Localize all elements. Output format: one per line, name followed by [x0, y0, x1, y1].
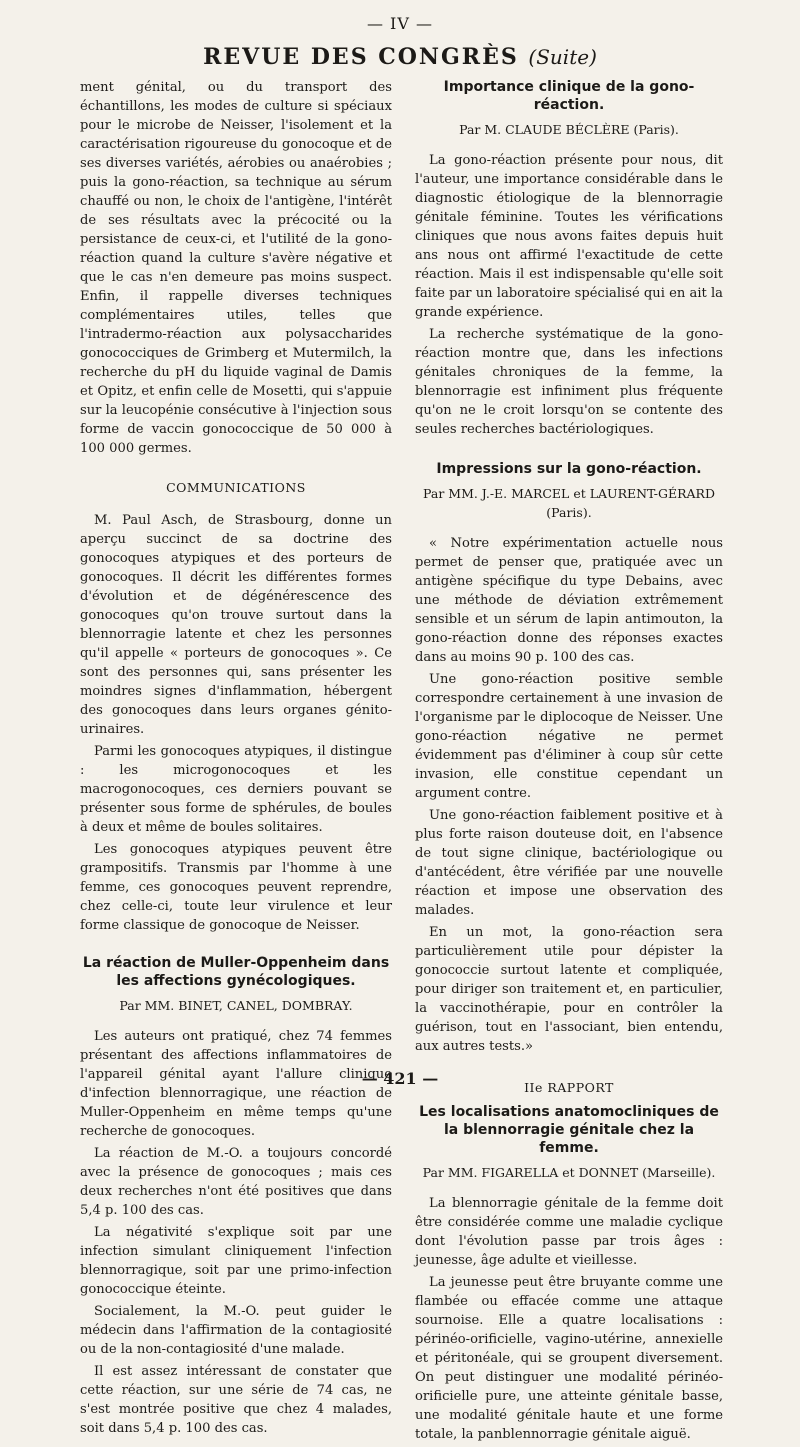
asch-paragraph: Les gonocoques atypiques peuvent être grampositifs. Transmis par l'homme à une femme, ces gonocoques peuvent reprendre, chez celle-ci, toute leur virulence et leur forme classique de gonocoque de Neisser.: [80, 842, 392, 933]
importance-paragraph: La gono-réaction présente pour nous, dit l'auteur, une importance considérable dans le diagnostic étiologique de la blennorragie génitale féminine. Toutes les vérifications cliniques que nous avons faites depuis huit ans nous ont affirmé l'exactitude de cette réaction. Mais il est indispensable qu'elle soit faite par un laboratoire spécialisé qui en ait la grande expérience.: [415, 153, 723, 320]
rapport-byline: Par MM. FIGARELLA et DONNET (Marseille).: [422, 1165, 716, 1180]
running-title: [0, 44, 800, 70]
impressions-paragraph: En un mot, la gono-réaction sera particulièrement utile pour dépister la gonococcie surtout latente et compliquée, pour diriger son traitement et, en particulier, la vaccinothérapie, pour en contrôler la guérison, tout en l'associant, bien entendu, aux autres tests.»: [415, 925, 723, 1054]
muller-paragraph: La négativité s'explique soit par une infection simulant cliniquement l'infection blennorragique, soit par une primo-infection gonococcique éteinte.: [80, 1225, 392, 1297]
muller-paragraph: Socialement, la M.-O. peut guider le médecin dans l'affirmation de la contagiosité ou de la non-contagiosité d'une malade.: [80, 1304, 392, 1357]
impressions-article-title: Impressions sur la gono-réaction.: [436, 461, 702, 477]
intro-paragraph: ment génital, ou du transport des échantillons, les modes de culture si spéciaux pour le microbe de Neisser, l'isolement et la caractérisation rigoureuse du gonocoque et de ses diverses variétés, aérobies ou anaérobies ; puis la gono-réaction, sa technique au sérum chauffé ou non, le choix de l'antigène, l'intérêt de ses résultats avec la précocité ou la persistance de ceux-ci, et l'utilité de la gono-réaction quand la culture s'avère négative et que le cas n'en demeure pas moins suspect. Enfin, il rappelle diverses techniques complémentaires utiles, telles que l'intradermo-réaction aux polysaccharides gonococciques de Grimberg et Mutermilch, la recherche du pH du liquide vaginal de Damis et Opitz, et enfin celle de Mosetti, qui s'appuie sur la leucopénie consécutive à l'injection sous forme de vaccin gonococcique de 50 000 à 100 000 germes.: [80, 80, 392, 456]
rapport-paragraph: La jeunesse peut être bruyante comme une flambée ou effacée comme une attaque sournoise. Elle a quatre localisations : périnéo-orificielle, vagino-utérine, annexielle et péritonéale, qui se groupent diversement. On peut distinguer une modalité périnéo-orificielle pure, une atteinte génitale basse, une modalité génitale haute et une forme totale, la panblennorragie génitale aiguë.: [415, 1275, 723, 1442]
importance-byline: Par M. CLAUDE BÉCLÈRE (Paris).: [459, 122, 679, 137]
asch-paragraph: Parmi les gonocoques atypiques, il distingue : les microgonocoques et les macrogonocoques, ces derniers pouvant se présenter sous forme de sphérules, de boules à deux et même de boules solitaires.: [80, 744, 392, 835]
muller-paragraph: La réaction de M.-O. a toujours concordé avec la présence de gonocoques ; mais ces deux recherches n'ont été positives que dans 5,4 p. 100 des cas.: [80, 1146, 392, 1218]
communications-heading: COMMUNICATIONS: [166, 480, 306, 495]
running-title-text: REVUE DES CONGRÈS: [203, 44, 519, 70]
page-number: — 421 —: [361, 1069, 439, 1088]
impressions-byline: Par MM. J.-E. MARCEL et LAURENT-GÉRARD (Paris).: [423, 486, 715, 520]
section-folio: — IV —: [366, 14, 434, 33]
asch-paragraph: M. Paul Asch, de Strasbourg, donne un aperçu succinct de sa doctrine des gonocoques atypiques et des porteurs de gonocoques. Il décrit les différentes formes d'évolution et de dégénérescence des gonocoques qu'on trouve surtout dans la blennorragie latente et chez les personnes qu'il appelle « porteurs de gonocoques ». Ce sont des personnes qui, sans présenter les moindres signes d'inflammation, hébergent des gonocoques dans leurs organes génito-urinaires.: [80, 513, 392, 737]
running-title-suite: (Suite): [528, 45, 597, 69]
muller-article-title: La réaction de Muller-Oppenheim dans les affections gynécologiques.: [82, 955, 390, 989]
impressions-paragraph: Une gono-réaction positive semble correspondre certainement à une invasion de l'organisme par le diplocoque de Neisser. Une gono-réaction négative ne permet évidemment pas d'éliminer à coup sûr cette invasion, elle constitue cependant un argument contre.: [415, 672, 723, 801]
rapport-paragraph: La blennorragie génitale de la femme doit être considérée comme une maladie cyclique dont l'évolution passe par trois âges : jeunesse, âge adulte et vieillesse.: [415, 1196, 723, 1268]
rapport-article-title: Les localisations anatomocliniques de la blennorragie génitale chez la femme.: [419, 1104, 719, 1156]
rapport-heading: IIe RAPPORT: [524, 1080, 614, 1095]
left-column: [80, 78, 392, 1441]
muller-byline: Par MM. BINET, CANEL, DOMBRAY.: [119, 998, 353, 1013]
right-column: [415, 78, 723, 1447]
impressions-paragraph: Une gono-réaction faiblement positive et à plus forte raison douteuse doit, en l'absence de tout signe clinique, bactériologique ou d'antécédent, être vérifiée par une nouvelle réaction et impose une observation des malades.: [415, 808, 723, 918]
muller-paragraph: Il est assez intéressant de constater que cette réaction, sur une série de 74 cas, ne s'est montrée positive que chez 4 malades, soit dans 5,4 p. 100 des cas.: [80, 1364, 392, 1436]
importance-article-title: Importance clinique de la gono-réaction.: [443, 79, 695, 113]
muller-paragraph: Les auteurs ont pratiqué, chez 74 femmes présentant des affections inflammatoires de l'appareil génital ayant l'allure clinique d'infection blennorragique, une réaction de Muller-Oppenheim en même temps qu'une recherche de gonocoques.: [80, 1029, 392, 1139]
impressions-paragraph: « Notre expérimentation actuelle nous permet de penser que, pratiquée avec un antigène spécifique du type Debains, avec une méthode de déviation extrêmement sensible et un sérum de lapin antimouton, la gono-réaction donne des réponses exactes dans au moins 90 p. 100 des cas.: [415, 536, 723, 665]
importance-paragraph: La recherche systématique de la gono-réaction montre que, dans les infections génitales chroniques de la femme, la blennorragie est infiniment plus fréquente qu'on ne le croit lorsqu'on se contente des seules recherches bactériologiques.: [415, 327, 723, 437]
